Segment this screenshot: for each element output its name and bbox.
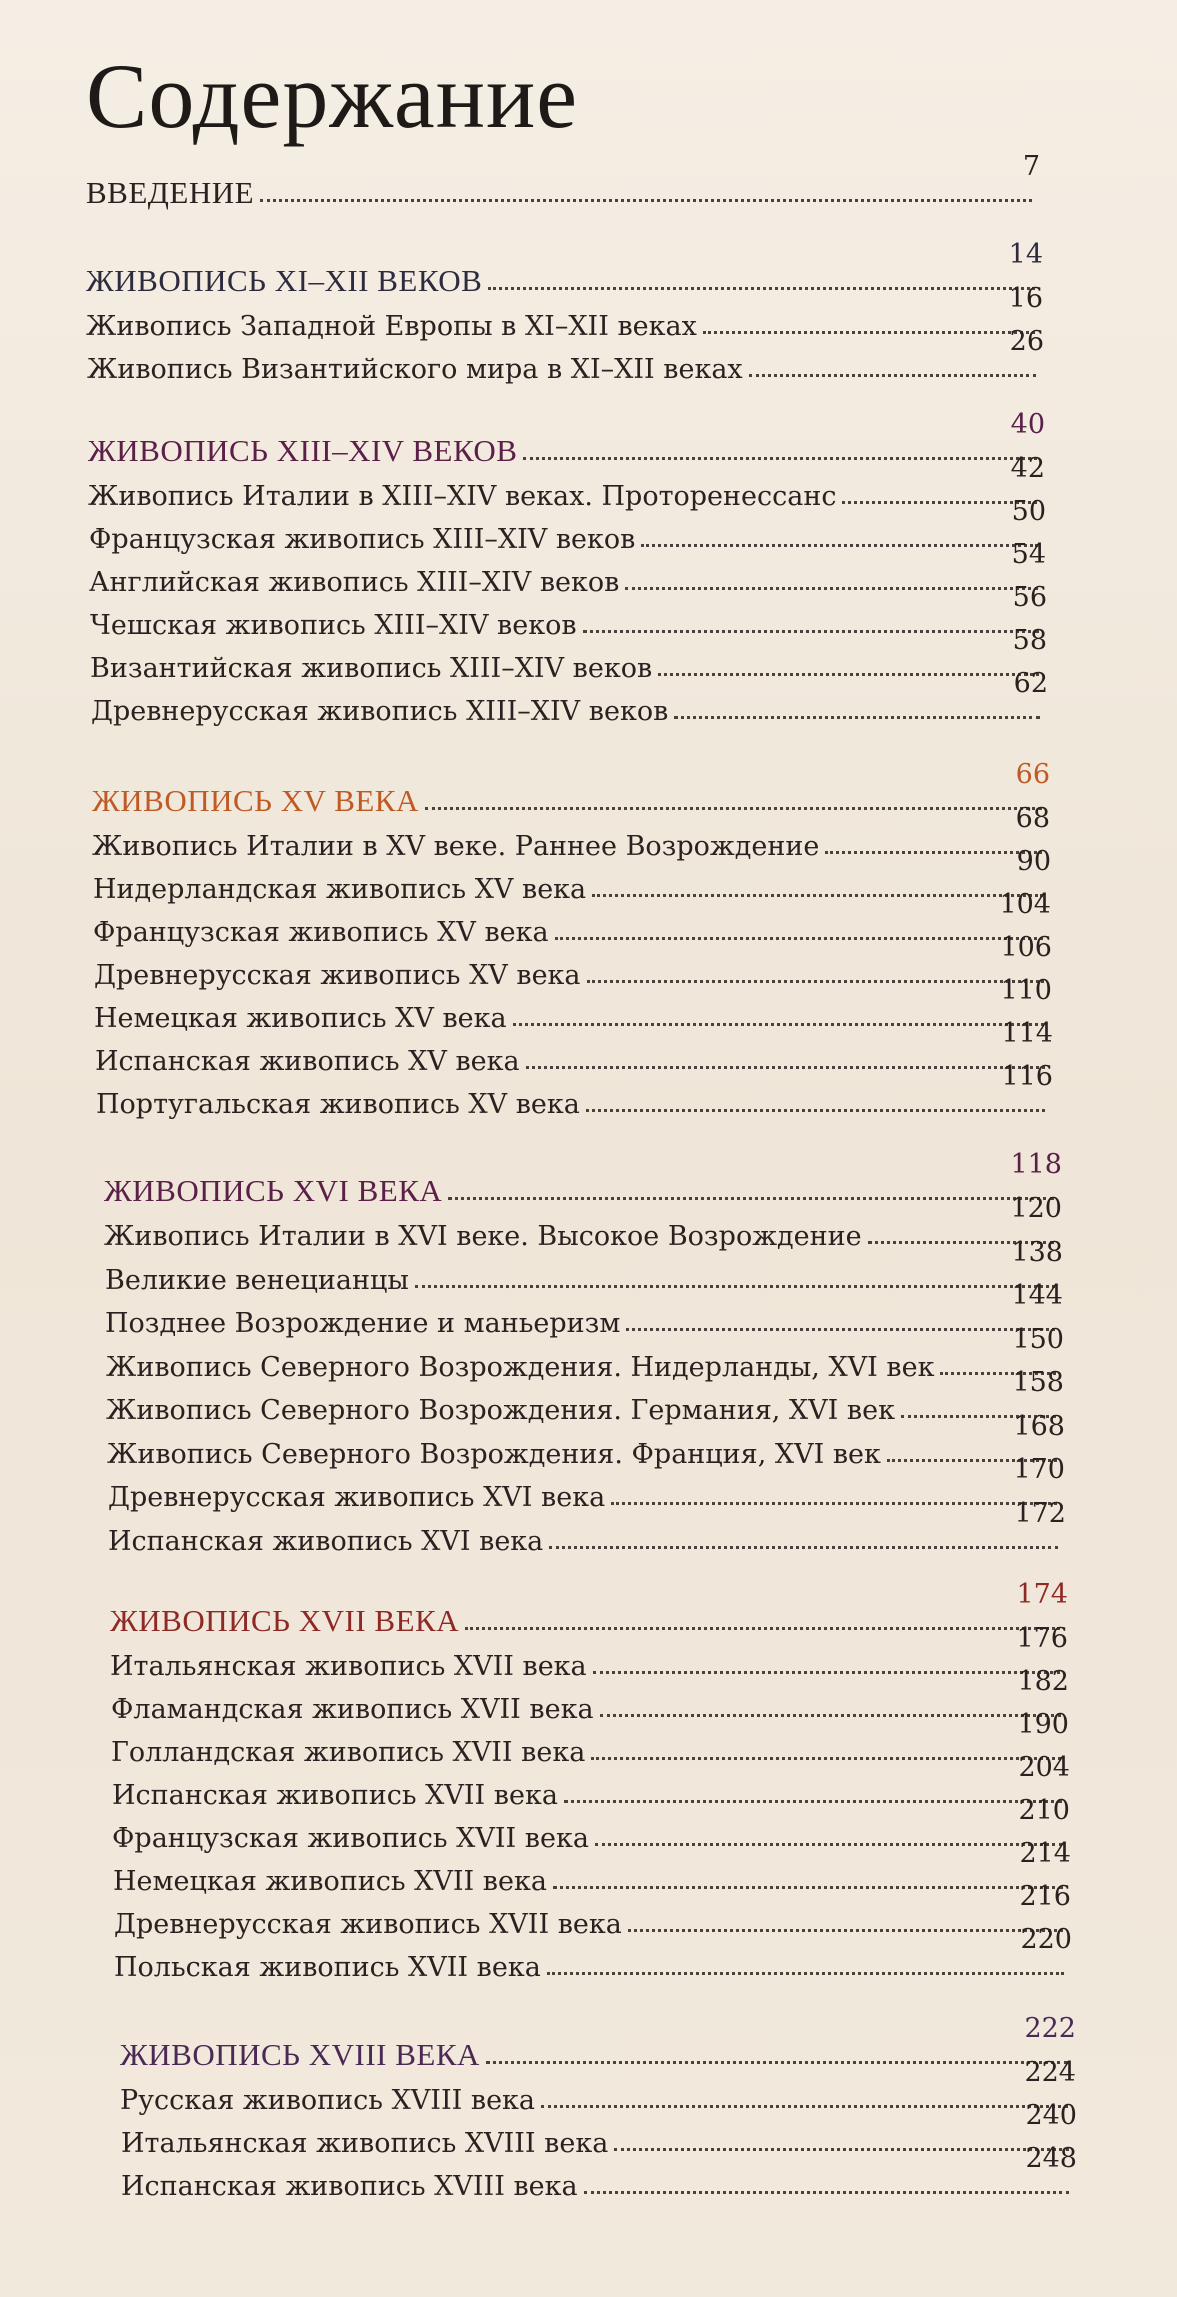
dot-leader — [425, 807, 1042, 810]
dot-leader — [587, 980, 1044, 983]
entry-label: Древнерусская живопись XVII века — [114, 1909, 622, 1941]
section-heading: ЖИВОПИСЬ XI–XII ВЕКОВ — [86, 262, 483, 298]
dot-leader — [555, 937, 1043, 940]
dot-leader — [625, 587, 1038, 590]
page-number: 116 — [1001, 1061, 1053, 1092]
section-heading-row[interactable] — [86, 239, 1043, 298]
page-number: 150 — [1012, 1323, 1064, 1355]
dot-leader — [564, 1800, 1062, 1803]
dot-leader — [595, 1843, 1062, 1846]
page-title: Содержание — [86, 45, 579, 147]
dot-leader — [611, 1502, 1057, 1505]
page-number: 54 — [1011, 539, 1046, 570]
section-heading-row[interactable] — [110, 1579, 1068, 1638]
entry-label: Испанская живопись XVII века — [112, 1780, 558, 1812]
page-number: 90 — [1016, 846, 1051, 877]
section-heading: ЖИВОПИСЬ XIII–XIV ВЕКОВ — [88, 432, 518, 468]
page-number: 114 — [1001, 1018, 1053, 1049]
entry-label: Византийская живопись XIII–XIV веков — [90, 653, 653, 685]
dot-leader — [641, 544, 1038, 547]
entry-label: Французская живопись XVII века — [112, 1823, 589, 1855]
section-heading: ЖИВОПИСЬ XVII ВЕКА — [110, 1602, 460, 1638]
page-number: 26 — [1009, 326, 1044, 357]
dot-leader — [523, 457, 1037, 460]
dot-leader — [600, 1714, 1061, 1717]
section-heading: ЖИВОПИСЬ XV ВЕКА — [92, 782, 419, 818]
section-heading-row[interactable] — [88, 409, 1045, 468]
page-number: 68 — [1015, 803, 1050, 834]
entry-label: Позднее Возрождение и маньеризм — [105, 1308, 621, 1340]
page-number: 224 — [1024, 2057, 1076, 2088]
page-number: 248 — [1025, 2143, 1077, 2174]
dot-leader — [593, 1671, 1060, 1674]
page-number: 220 — [1020, 1924, 1072, 1955]
page-number: 106 — [1000, 932, 1052, 963]
page-number: 66 — [1015, 759, 1050, 790]
dot-leader — [465, 1627, 1060, 1630]
entry-label: Португальская живопись XV века — [96, 1089, 580, 1121]
section-heading-row[interactable] — [92, 759, 1050, 818]
entry-label: Живопись Северного Возрождения. Франция, XVI век — [107, 1438, 881, 1470]
page-number: 170 — [1013, 1454, 1065, 1485]
dot-leader — [749, 374, 1036, 377]
page-number: 216 — [1019, 1881, 1071, 1912]
page-number: 172 — [1014, 1497, 1066, 1529]
entry-label: Русская живопись XVIII века — [120, 2085, 536, 2117]
dot-leader — [549, 1546, 1058, 1549]
entry-label: Испанская живопись XV века — [95, 1046, 520, 1078]
page-number: 62 — [1013, 668, 1048, 699]
entry-label: Итальянская живопись XVIII века — [121, 2128, 609, 2160]
dot-leader — [591, 1757, 1061, 1760]
page-number: 110 — [1000, 975, 1052, 1006]
dot-leader — [674, 716, 1040, 719]
page-number: 56 — [1012, 582, 1047, 613]
entry-label: Живопись Италии в XIII–XIV веках. Проторенессанс — [88, 481, 837, 513]
page-number: 204 — [1018, 1752, 1070, 1783]
entry-label: Немецкая живопись XVII века — [113, 1866, 547, 1898]
dot-leader — [553, 1886, 1063, 1889]
dot-leader — [586, 1109, 1045, 1112]
entry-label: Фламандская живопись XVII века — [111, 1694, 594, 1726]
toc-entry[interactable] — [110, 1623, 1068, 1683]
entry-label: Немецкая живопись XV века — [94, 1003, 507, 1035]
entry-label: Голландская живопись XVII века — [111, 1737, 586, 1769]
entry-label: Итальянская живопись XVII века — [110, 1651, 587, 1683]
page-number: 104 — [999, 889, 1051, 920]
toc-entry[interactable] — [92, 803, 1050, 863]
entry-label: Живопись Италии в XVI веке. Высокое Возрождение — [104, 1221, 862, 1253]
page-number: 118 — [1010, 1149, 1062, 1180]
entry-label: Французская живопись XIII–XIV веков — [89, 524, 636, 556]
page-number: 214 — [1019, 1838, 1071, 1869]
page-number: 138 — [1011, 1236, 1063, 1268]
section-heading: ВВЕДЕНИЕ — [86, 174, 255, 210]
page-number: 50 — [1011, 496, 1046, 527]
dot-leader — [592, 894, 1043, 897]
page-number: 16 — [1008, 283, 1043, 314]
entry-label: Английская живопись XIII–XIV веков — [89, 567, 620, 599]
entry-label: Живопись Западной Европы в XI–XII веках — [86, 311, 697, 343]
entry-label: Древнерусская живопись XVI века — [108, 1482, 606, 1514]
page-number: 40 — [1010, 409, 1045, 440]
page-number: 158 — [1012, 1367, 1064, 1398]
dot-leader — [626, 1328, 1055, 1331]
page-number: 210 — [1018, 1795, 1070, 1826]
toc-entry-intro[interactable] — [86, 151, 1040, 210]
dot-leader — [448, 1197, 1054, 1200]
dot-leader — [526, 1066, 1045, 1069]
dot-leader — [584, 2191, 1069, 2194]
entry-label: Живопись Византийского мира в XI–XII веках — [87, 354, 743, 386]
entry-label: Живопись Северного Возрождения. Нидерланды, XVI век — [106, 1351, 935, 1383]
entry-label: Испанская живопись XVIII века — [121, 2171, 578, 2203]
page-number: 58 — [1012, 625, 1047, 656]
dot-leader — [658, 673, 1039, 676]
section-heading: ЖИВОПИСЬ XVI ВЕКА — [104, 1172, 443, 1208]
dot-leader — [513, 1023, 1044, 1026]
entry-label: Французская живопись XV века — [93, 917, 549, 949]
dot-leader — [628, 1929, 1063, 1932]
toc-entry[interactable] — [86, 283, 1043, 343]
entry-label: Живопись Италии в XV веке. Раннее Возрождение — [92, 831, 820, 863]
dot-leader — [415, 1285, 1055, 1288]
toc-entry[interactable] — [120, 2057, 1076, 2117]
entry-label: Живопись Северного Возрождения. Германия, XVI век — [106, 1395, 895, 1427]
page-number: 120 — [1010, 1193, 1062, 1224]
dot-leader — [260, 199, 1032, 202]
page-number: 174 — [1016, 1579, 1068, 1610]
page-number: 190 — [1017, 1709, 1069, 1740]
page-number: 7 — [1022, 151, 1040, 182]
entry-label: Великие венецианцы — [105, 1264, 409, 1296]
dot-leader — [547, 1972, 1064, 1975]
entry-label: Древнерусская живопись XIII–XIV веков — [91, 696, 669, 728]
page-number: 42 — [1010, 453, 1045, 484]
entry-label: Древнерусская живопись XV века — [94, 960, 581, 992]
dot-leader — [486, 2061, 1068, 2064]
entry-label: Нидерландская живопись XV века — [93, 874, 587, 906]
dot-leader — [583, 630, 1039, 633]
page-number: 182 — [1017, 1666, 1069, 1697]
page-number: 168 — [1013, 1410, 1065, 1442]
dot-leader — [614, 2148, 1069, 2151]
dot-leader — [541, 2105, 1068, 2108]
dot-leader — [488, 287, 1035, 290]
entry-label: Польская живопись XVII века — [114, 1952, 541, 1984]
page-number: 144 — [1011, 1280, 1063, 1311]
page-number: 240 — [1025, 2100, 1077, 2131]
section-heading-row[interactable] — [104, 1149, 1062, 1208]
section-heading-row[interactable] — [120, 2013, 1076, 2072]
toc-entry[interactable] — [88, 453, 1045, 513]
entry-label: Чешская живопись XIII–XIV веков — [90, 610, 577, 642]
section-heading: ЖИВОПИСЬ XVIII ВЕКА — [120, 2036, 480, 2072]
page-number: 14 — [1008, 239, 1043, 270]
page-number: 222 — [1024, 2013, 1076, 2044]
page-number: 176 — [1016, 1623, 1068, 1654]
entry-label: Испанская живопись XVI века — [108, 1525, 544, 1557]
